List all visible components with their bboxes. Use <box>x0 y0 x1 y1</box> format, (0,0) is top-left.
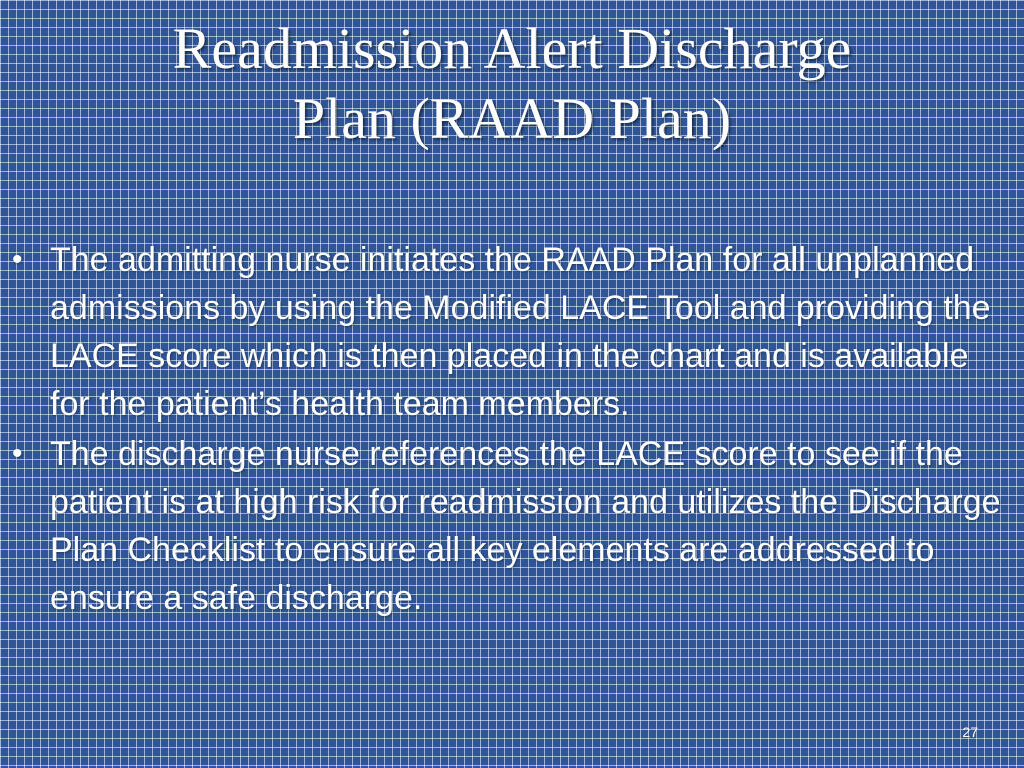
bullet-item <box>10 236 1016 428</box>
slide-title-line-1: Readmission Alert Discharge <box>172 16 852 81</box>
bullet-item <box>10 430 1016 622</box>
slide-title <box>40 14 984 153</box>
bullet-marker: • <box>12 437 23 470</box>
bullet-text: The admitting nurse initiates the RAAD Plan for all unplanned admissions by using the Modified LACE Tool and providing the LACE score which is then placed in the chart and is available for the patient’s health team members. <box>50 241 991 423</box>
slide-page-number: 27 <box>962 724 978 740</box>
bullet-marker: • <box>12 243 23 276</box>
slide-title-line-2: Plan (RAAD Plan) <box>292 85 732 151</box>
bullet-text: The discharge nurse references the LACE score to see if the patient is at high risk for readmission and utilizes the Discharge Plan Checklist to ensure all key elements are addressed to ensure a safe discharge. <box>50 435 1001 617</box>
bullet-list <box>10 236 1016 624</box>
